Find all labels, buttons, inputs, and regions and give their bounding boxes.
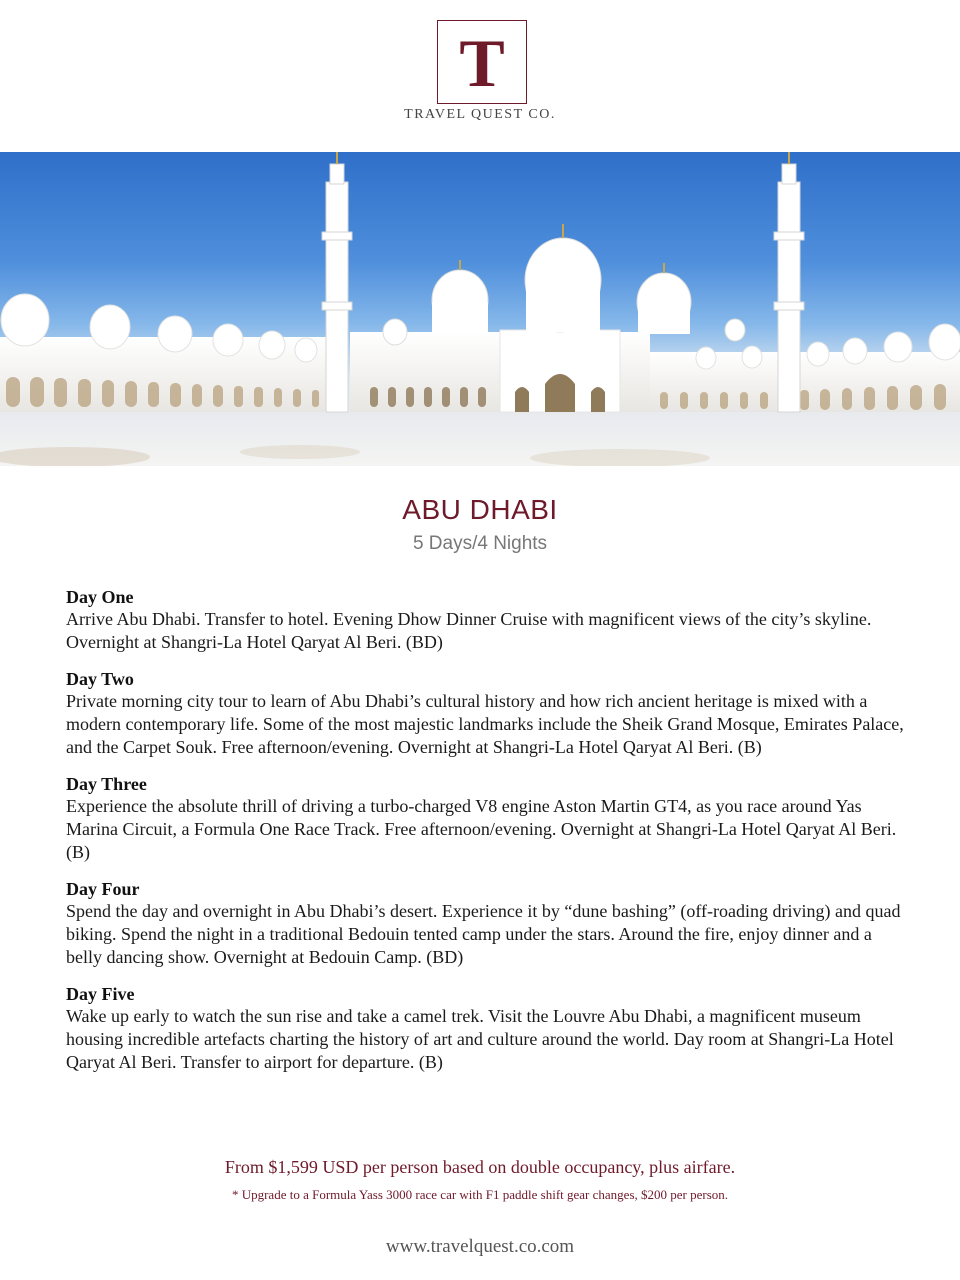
day-heading: Day Three (66, 774, 147, 794)
brand-name: TRAVEL QUEST CO. (404, 107, 556, 122)
day-description: Experience the absolute thrill of driving a turbo-charged V8 engine Aston Martin GT4, as you race around Yas Marina Circuit, a Formula One Race Track. Free afternoon/evening. Overnight at Shangri-La Hotel Qaryat Al Beri. (B) (66, 796, 897, 862)
day-heading: Day Four (66, 879, 140, 899)
day-heading: Day Two (66, 669, 134, 689)
day-description: Spend the day and overnight in Abu Dhabi’s desert. Experience it by “dune bashing” (off-roading driving) and quad biking. Spend the night in a traditional Bedouin tented camp under the stars. Around the fire, enjoy dinner and a belly dancing show. Overnight at Bedouin Camp. (BD) (66, 901, 901, 967)
day-section (66, 668, 906, 759)
day-description: Arrive Abu Dhabi. Transfer to hotel. Evening Dhow Dinner Cruise with magnificent views of the city’s skyline. Overnight at Shangri-La Hotel Qaryat Al Beri. (BD) (66, 609, 872, 652)
upgrade-footnote: * Upgrade to a Formula Yass 3000 race car with F1 paddle shift gear changes, $200 per person. (231, 1187, 729, 1202)
day-heading: Day One (66, 587, 134, 607)
day-description: Private morning city tour to learn of Abu Dhabi’s cultural history and how rich ancient heritage is mixed with a modern contemporary life. Some of the most majestic landmarks include the Sheik Grand Mosque, Emirates Palace, and the Carpet Souk. Free afternoon/evening. Overnight at Shangri-La Hotel Qaryat Al Beri. (B) (66, 691, 904, 757)
website-link[interactable]: www.travelquest.co.com (385, 1236, 575, 1257)
day-section (66, 773, 906, 864)
mosque-illustration (0, 152, 960, 466)
tour-duration: 5 Days/4 Nights (412, 533, 548, 554)
price-line: From $1,599 USD per person based on double occupancy, plus airfare. (224, 1157, 736, 1177)
day-description: Wake up early to watch the sun rise and take a camel trek. Visit the Louvre Abu Dhabi, a magnificent museum housing incredible artefacts charting the history of art and culture around the world. Day room at Shangri-La Hotel Qaryat Al Beri. Transfer to airport for departure. (B) (66, 1006, 894, 1072)
day-section (66, 586, 906, 654)
logo-letter: T (459, 25, 505, 101)
day-section (66, 983, 906, 1074)
day-section (66, 878, 906, 969)
itinerary (66, 586, 906, 1088)
hero-image (0, 152, 960, 466)
tour-title: ABU DHABI (402, 494, 558, 525)
logo-frame (437, 20, 527, 104)
day-heading: Day Five (66, 984, 135, 1004)
